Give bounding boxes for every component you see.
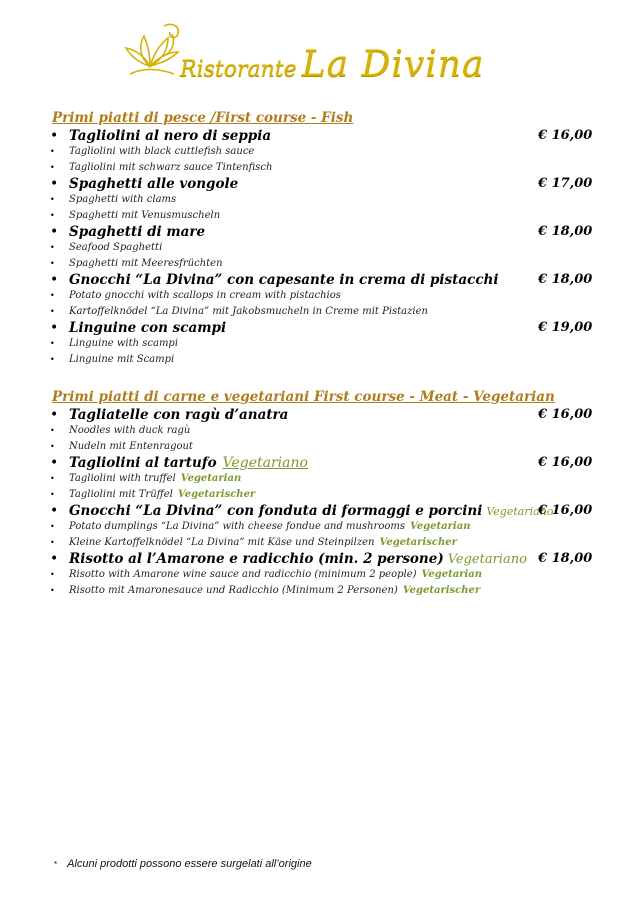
translation-text: Tagliolini with black cuttlefish sauce <box>69 146 255 157</box>
bullet-icon: • <box>50 195 55 204</box>
dish-name <box>69 455 308 471</box>
dish-name-text: Gnocchi “La Divina” con fonduta di formaggi e porcini <box>69 503 483 519</box>
translation-row <box>50 352 610 368</box>
vegetarian-label: Vegetarian <box>409 521 471 532</box>
translation-text: Spaghetti mit Venusmuscheln <box>69 209 221 221</box>
translation-text-content: Potato dumplings “La Divina” with cheese fondue and mushrooms <box>69 521 405 532</box>
translation-row <box>50 535 610 551</box>
dish-row <box>50 407 610 423</box>
vegetarian-label: Vegetariano <box>447 552 527 567</box>
translation-text: Linguine mit Scampi <box>69 353 175 365</box>
dish-price: € 19,00 <box>538 320 593 335</box>
translation-text-content: Kleine Kartoffelknödel “La Divina” mit Käse und Steinpilzen <box>69 536 375 548</box>
dish-price: € 18,00 <box>538 224 593 239</box>
bullet-icon: • <box>50 489 55 499</box>
translation-row <box>50 304 610 320</box>
dish-name <box>69 503 553 520</box>
dish-row <box>50 503 610 519</box>
dish-name: Tagliolini al nero di seppia <box>69 128 272 144</box>
bullet-icon: • <box>50 455 59 471</box>
vegetarian-label: Vegetarian <box>180 473 242 484</box>
translation-text <box>69 583 480 599</box>
restaurant-name: Ristorante La Divina <box>180 44 485 85</box>
bullet-icon: • <box>50 503 59 519</box>
vegetarian-label: Vegetarian <box>421 569 482 580</box>
bullet-icon: • <box>50 272 59 288</box>
translation-text: Nudeln mit Entenragout <box>69 440 193 452</box>
dish-price: € 18,00 <box>538 551 593 566</box>
bullet-icon: • <box>50 407 59 423</box>
translation-text-content: Risotto mit Amaronesauce und Radicchio (Minimum 2 Personen) <box>69 584 398 596</box>
translation-text-content: Tagliolini mit Trüffel <box>69 488 173 500</box>
bullet-icon: • <box>50 551 59 567</box>
vegetarian-label: Vegetarischer <box>177 488 256 500</box>
dish-row <box>50 455 610 471</box>
bullet-icon: • <box>50 354 55 364</box>
vegetarian-label: Vegetarischer <box>379 536 457 548</box>
translation-text <box>69 487 255 503</box>
bullet-icon: • <box>50 585 55 595</box>
section-first-course-fish <box>50 109 610 367</box>
bullet-icon: • <box>50 441 55 451</box>
dish-row <box>50 224 610 240</box>
bullet-icon: • <box>50 306 55 316</box>
bullet-icon: • <box>50 320 59 336</box>
translation-row <box>50 240 610 256</box>
bullet-icon: • <box>50 128 59 144</box>
restaurant-logo <box>120 18 540 90</box>
dish-name-text: Tagliolini al tartufo <box>69 455 217 471</box>
dish-name: Gnocchi “La Divina” con capesante in crema di pistacchi <box>69 272 499 288</box>
dish-price: € 16,00 <box>538 503 593 518</box>
bullet-icon: • <box>50 243 55 252</box>
bullet-icon: • <box>50 210 55 220</box>
dish-row <box>50 551 610 567</box>
dish-name <box>69 551 527 568</box>
translation-text <box>69 471 241 487</box>
bullet-icon: • <box>50 474 55 483</box>
dish-price: € 18,00 <box>538 272 593 287</box>
vegetarian-label: Vegetarischer <box>402 584 481 596</box>
translation-text: Potato gnocchi with scallops in cream with pistachios <box>69 290 341 301</box>
bullet-icon: • <box>50 570 55 579</box>
translation-row <box>50 519 610 535</box>
translation-text: Linguine with scampi <box>69 338 179 349</box>
vegetarian-label: Vegetariano <box>486 505 554 518</box>
asterisk-icon: * <box>54 860 58 869</box>
bullet-icon: • <box>50 291 55 300</box>
dish-row <box>50 272 610 288</box>
dish-name: Spaghetti alle vongole <box>69 176 239 192</box>
section-first-course-meat-vegetarian <box>50 388 610 598</box>
translation-row <box>50 567 610 583</box>
dish-name: Linguine con scampi <box>69 320 227 336</box>
section-title: Primi piatti di pesce /First course - Fish <box>52 110 354 126</box>
translation-row <box>50 487 610 503</box>
bullet-icon: • <box>50 162 55 172</box>
dish-name: Tagliatelle con ragù d’anatra <box>69 407 289 423</box>
bullet-icon: • <box>50 224 59 240</box>
translation-row <box>50 192 610 208</box>
bullet-icon: • <box>50 176 59 192</box>
bullet-icon: • <box>50 537 55 547</box>
translation-row <box>50 144 610 160</box>
translation-text <box>69 567 482 583</box>
section-title: Primi piatti di carne e vegetariani First course - Meat - Vegetarian <box>52 389 555 405</box>
dish-row <box>50 320 610 336</box>
translation-text: Spaghetti with clams <box>69 194 177 205</box>
bullet-icon: • <box>50 339 55 348</box>
translation-row <box>50 288 610 304</box>
translation-text: Kartoffelknödel “La Divina” mit Jakobsmucheln in Creme mit Pistazien <box>69 305 428 317</box>
translation-text-content: Risotto with Amarone wine sauce and radicchio (minimum 2 people) <box>69 569 417 580</box>
translation-text: Spaghetti mit Meeresfrüchten <box>69 257 223 269</box>
dish-price: € 16,00 <box>538 455 593 470</box>
translation-text-content: Tagliolini with truffel <box>69 473 176 484</box>
translation-row <box>50 256 610 272</box>
translation-text <box>69 535 457 551</box>
translation-row <box>50 471 610 487</box>
translation-text: Noodles with duck ragù <box>69 425 191 436</box>
translation-row <box>50 160 610 176</box>
vegetarian-label: Vegetariano <box>222 455 308 471</box>
translation-row <box>50 439 610 455</box>
dish-price: € 16,00 <box>538 128 593 143</box>
dish-row <box>50 128 610 144</box>
translation-row <box>50 208 610 224</box>
translation-text: Seafood Spaghetti <box>69 242 163 253</box>
bullet-icon: • <box>50 147 55 156</box>
dish-price: € 17,00 <box>538 176 593 191</box>
translation-text: Tagliolini mit schwarz sauce Tintenfisch <box>69 161 273 173</box>
dish-name-text: Risotto al l’Amarone e radicchio (min. 2 persone) <box>69 551 444 567</box>
dish-row <box>50 176 610 192</box>
footnote-text: Alcuni prodotti possono essere surgelati all’origine <box>67 858 312 870</box>
translation-row <box>50 336 610 352</box>
dish-price: € 16,00 <box>538 407 593 422</box>
bullet-icon: • <box>50 258 55 268</box>
footnote <box>54 858 312 870</box>
bullet-icon: • <box>50 522 55 531</box>
translation-text <box>69 519 470 535</box>
translation-row <box>50 583 610 599</box>
translation-row <box>50 423 610 439</box>
dish-name: Spaghetti di mare <box>69 224 206 240</box>
bullet-icon: • <box>50 426 55 435</box>
